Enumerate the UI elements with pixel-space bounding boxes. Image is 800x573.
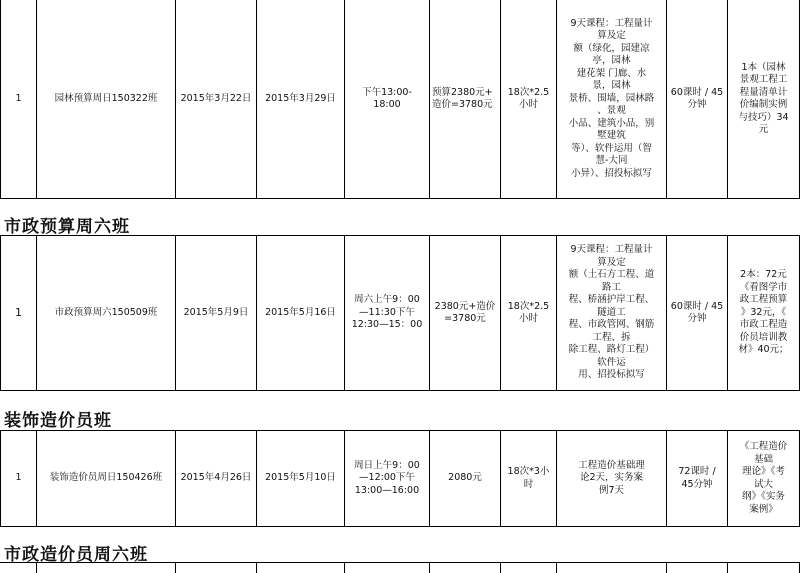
schedule-table-municipal-budget [0,235,800,391]
row-index: 1 [1,236,37,391]
fee: 2080元 [430,431,501,527]
next-table-top-edge [0,562,800,573]
start-date: 2015年3月22日 [176,0,257,199]
class-time: 周日上午9：00 —12:00下午 13:00—16:00 [345,431,430,527]
row-index: 1 [1,0,37,199]
course-content: 9天课程：工程量计 算及定 额（绿化，园建凉 亭，园林 建花架 门廊、水 景，园林 景桥、围墙，园林路 、景观 小品、建筑小品，别 墅建筑 等）、软件运用（智 慧-大同 小异）、招投标拟写 [557,0,667,199]
table-row [1,431,800,527]
start-date: 2015年4月26日 [176,431,257,527]
sessions: 18次*2.5 小时 [501,0,557,199]
section-title-municipal-cost: 市政造价员周六班 [4,545,148,565]
class-time: 周六上午9：00 —11:30下午 12:30—15：00 [345,236,430,391]
fee: 预算2380元+ 造价=3780元 [430,0,501,199]
course-content: 工程造价基础理 论2天，实务案 例7天 [557,431,667,527]
class-hours: 60课时 / 45 分钟 [667,0,728,199]
schedule-table-decoration-cost [0,430,800,527]
section-title-decoration-cost: 装饰造价员班 [4,411,112,431]
table-row [1,236,800,391]
materials: 1本（园林 景观工程工 程量清单计 价编制实例 与技巧）34 元 [728,0,800,199]
materials: 2本：72元 《看图学市 政工程预算 》32元，《 市政工程造 价员培训教 材》40元； [728,236,800,391]
class-time: 下午13:00- 18:00 [345,0,430,199]
end-date: 2015年5月16日 [257,236,345,391]
end-date: 2015年5月10日 [257,431,345,527]
course-name: 园林预算周日150322班 [37,0,176,199]
table-row [1,0,800,199]
class-hours: 60课时 / 45 分钟 [667,236,728,391]
fee: 2380元+造价 =3780元 [430,236,501,391]
course-content: 9天课程：工程量计 算及定 额（土石方工程、道 路工 程、桥涵护岸工程、 隧道工 程、市政管网、钢筋 工程、拆 除工程、路灯工程） 软件运 用、招投标拟写 [557,236,667,391]
schedule-table-garden [0,0,800,199]
course-name: 装饰造价员周日150426班 [37,431,176,527]
materials: 《工程造价 基础 理论》《考 试大 纲》《实务 案例》 [728,431,800,527]
course-name: 市政预算周六150509班 [37,236,176,391]
row-index: 1 [1,431,37,527]
sessions: 18次*2.5 小时 [501,236,557,391]
end-date: 2015年3月29日 [257,0,345,199]
sessions: 18次*3小 时 [501,431,557,527]
start-date: 2015年5月9日 [176,236,257,391]
class-hours: 72课时 / 45分钟 [667,431,728,527]
section-title-municipal-budget: 市政预算周六班 [4,217,130,237]
